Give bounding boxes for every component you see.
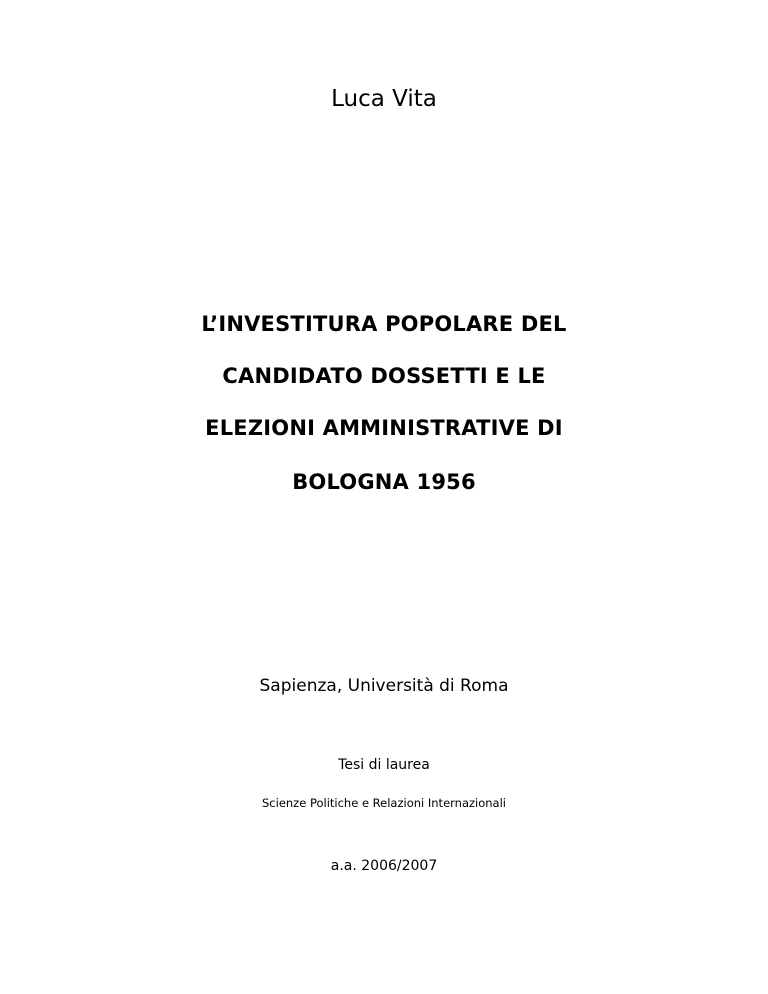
thesis-title-line-2: CANDIDATO DOSSETTI E LE: [222, 364, 546, 388]
university-name: Sapienza, Università di Roma: [259, 676, 509, 696]
thesis-title-line-1: L’INVESTITURA POPOLARE DEL: [201, 312, 567, 336]
thesis-type: Tesi di laurea: [338, 757, 430, 773]
academic-year: a.a. 2006/2007: [330, 858, 438, 874]
thesis-title-line-4: BOLOGNA 1956: [292, 470, 476, 494]
faculty-name: Scienze Politiche e Relazioni Internazionali: [262, 796, 506, 810]
author-name: Luca Vita: [331, 86, 437, 112]
thesis-title-line-3: ELEZIONI AMMINISTRATIVE DI: [205, 416, 563, 440]
